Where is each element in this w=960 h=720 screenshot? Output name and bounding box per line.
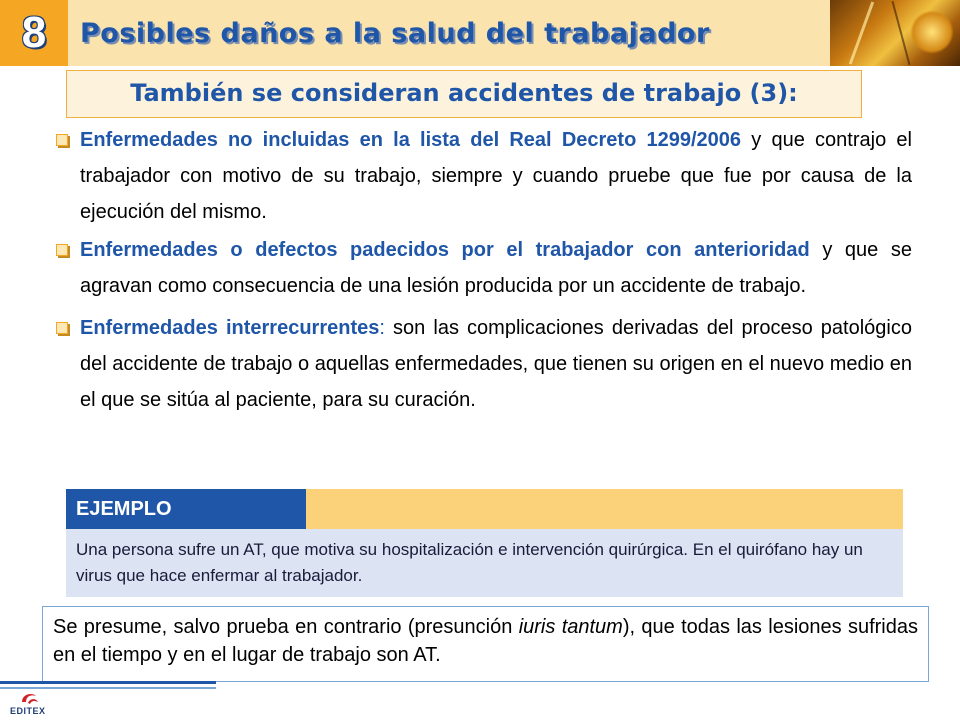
chapter-badge	[0, 0, 68, 66]
photo-stroke	[891, 1, 910, 65]
photo-stroke	[849, 1, 874, 64]
list-item	[54, 310, 912, 418]
checkbox-bullet-icon	[56, 322, 68, 334]
note-text: Se presume, salvo prueba en contrario (presunción	[53, 616, 519, 638]
note-italic: iuris tantum	[518, 616, 623, 638]
footer-rule	[0, 681, 216, 684]
list-item	[54, 122, 912, 230]
page-title: Posibles daños a la salud del trabajador	[80, 18, 710, 49]
logo-text: EDITEX	[10, 706, 46, 716]
header-photo	[830, 0, 960, 66]
bullet-text: son las complicaciones derivadas del proceso patológico del accidente de trabajo o aquellas enfermedades, que tienen su origen en el nuevo medio en el que se sitúa al paciente, para su curación.	[80, 317, 912, 411]
bullet-highlight: Enfermedades o defectos padecidos por el trabajador con anterioridad	[80, 239, 810, 261]
section-subtitle: También se consideran accidentes de trabajo (3):	[130, 79, 798, 107]
checkbox-bullet-icon	[56, 244, 68, 256]
list-item	[54, 232, 912, 304]
example-label: EJEMPLO	[76, 497, 172, 520]
example-header	[66, 489, 306, 529]
example-text: Una persona sufre un AT, que motiva su hospitalización e intervención quirúrgica. En el quirófano hay un virus que hace enfermar al trabajador.	[66, 529, 903, 597]
editex-logo-icon	[18, 690, 40, 706]
footer-rule	[0, 687, 216, 689]
example-header-fill	[306, 489, 903, 529]
bullet-text: y que se agravan como consecuencia de una lesión producida por un accidente de trabajo.	[80, 239, 913, 297]
bullet-text: y que contrajo el trabajador con motivo de su trabajo, siempre y cuando pruebe que fue por causa de la ejecución del mismo.	[80, 129, 912, 223]
note-text: ), que todas las lesiones sufridas en el tiempo y en el lugar de trabajo son AT.	[53, 616, 918, 666]
subtitle-box	[66, 70, 862, 118]
bullet-highlight: Enfermedades no incluidas en la lista del Real Decreto 1299/2006	[80, 129, 742, 151]
presumption-note	[42, 606, 929, 682]
bullet-highlight: Enfermedades interrecurrentes	[80, 317, 380, 339]
photo-highlight	[910, 10, 954, 54]
checkbox-bullet-icon	[56, 134, 68, 146]
chapter-number: 8	[21, 8, 47, 57]
editex-logo	[6, 690, 66, 718]
bullet-colon: :	[379, 317, 385, 339]
bullet-list	[54, 122, 912, 418]
